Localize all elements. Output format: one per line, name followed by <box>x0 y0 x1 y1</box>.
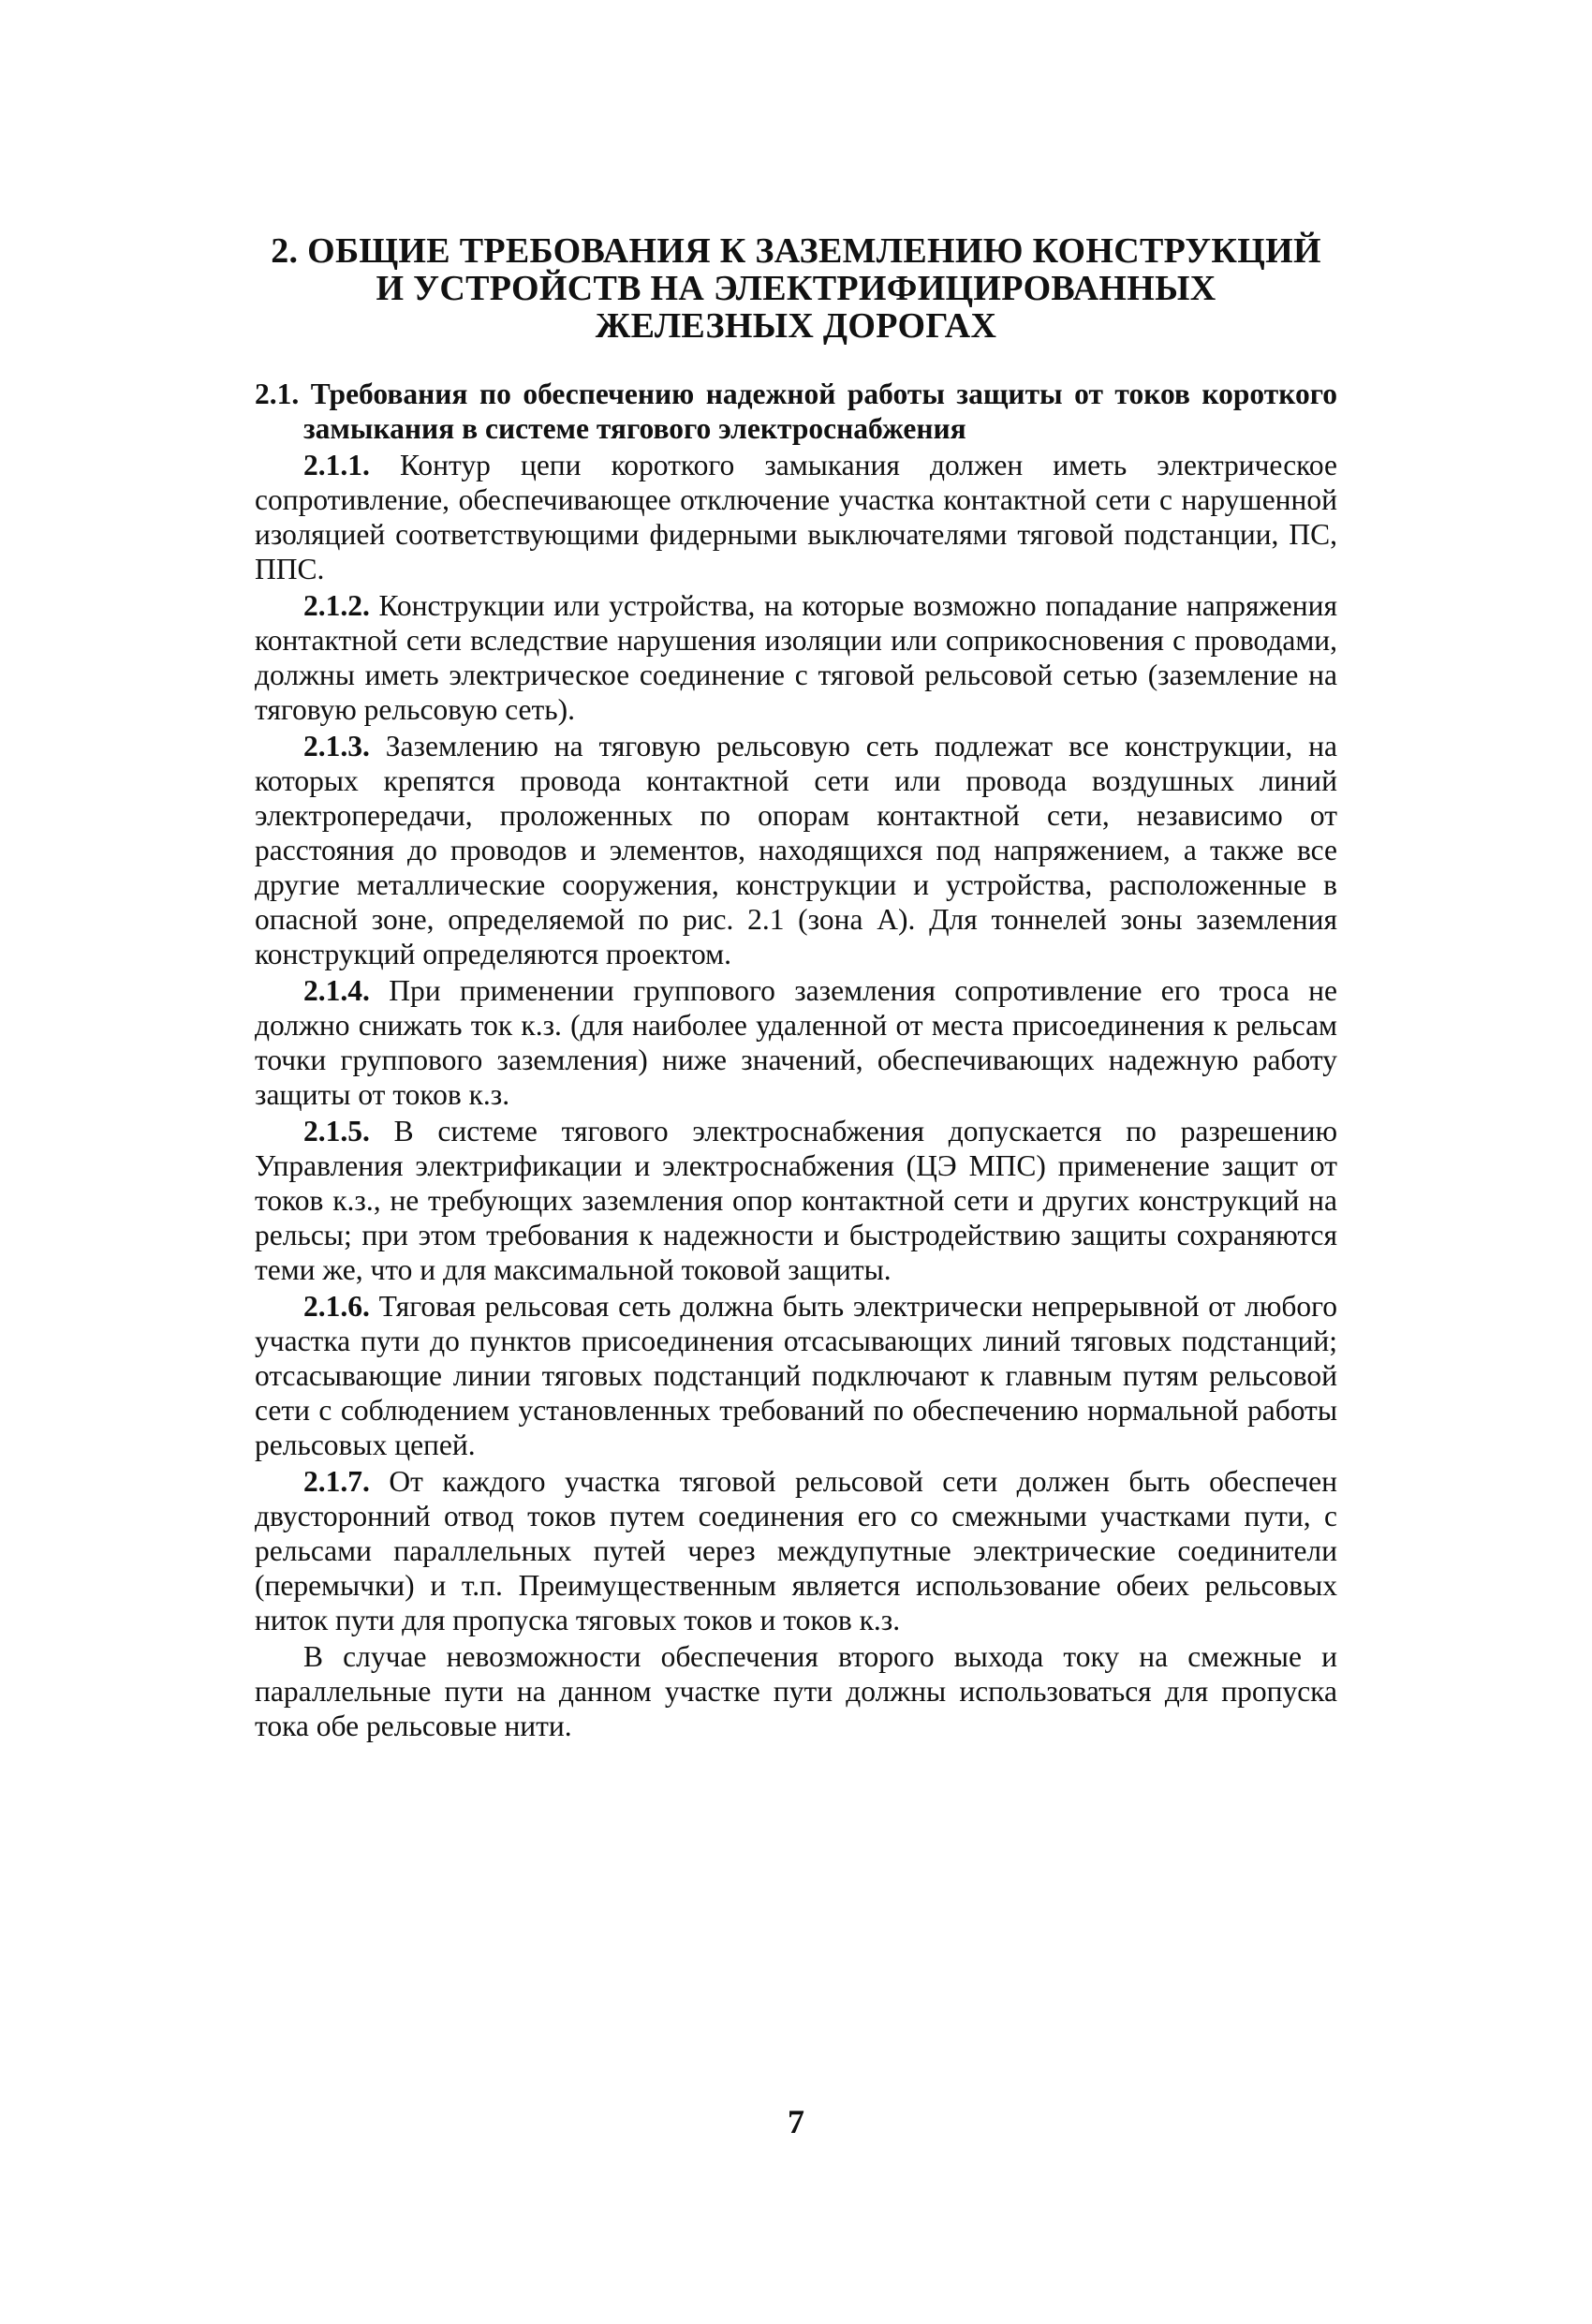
paragraph-text: От каждого участка тяговой рельсовой сети должен быть обеспечен двусторонний отвод токов путем соединения его со смежными участками пути, с рельсами параллельных путей через междупутные электрические соединители (перемычки) и т.п. Преимущественным является использование обеих рельсовых ниток пути для пропуска тяговых токов и токов к.з. <box>255 1465 1337 1636</box>
paragraph-text: В случае невозможности обеспечения второго выхода току на смежные и параллельные пути на данном участке пути должны использоваться для пропуска тока обе рельсовые нити. <box>255 1640 1337 1742</box>
paragraph-continuation <box>255 1639 1337 1743</box>
paragraph-2-1-6 <box>255 1289 1337 1462</box>
paragraph-text: Контур цепи короткого замыкания должен иметь электрическое сопротивление, обеспечивающее отключение участка контактной сети с нарушенной изоляцией соответствующими фидерными выключателями тяговой подстанции, ПС, ППС. <box>255 449 1338 585</box>
paragraph-text: Конструкции или устройства, на которые возможно попадание напряжения контактной сети вследствие нарушения изоляции или соприкосновения с проводами, должны иметь электрическое соединение с тяговой рельсовой сетью (заземление на тяговую рельсовую сеть). <box>255 589 1337 726</box>
section-heading-line-1: 2. ОБЩИЕ ТРЕБОВАНИЯ К ЗАЗЕМЛЕНИЮ КОНСТРУКЦИЙ <box>271 231 1321 271</box>
paragraph-number: 2.1.4. <box>303 974 370 1007</box>
section-heading <box>255 232 1337 345</box>
page-number: 7 <box>788 2103 804 2140</box>
paragraph-2-1-2 <box>255 588 1337 727</box>
paragraph-text: В системе тягового электроснабжения допускается по разрешению Управления электрификации и электроснабжения (ЦЭ МПС) применение защит от токов к.з., не требующих заземления опор контактной сети и других конструкций на рельсы; при этом требования к надежности и быстродействию защиты сохраняются теми же, что и для максимальной токовой защиты. <box>255 1115 1338 1286</box>
paragraph-text: Заземлению на тяговую рельсовую сеть подлежат все конструкции, на которых крепятся провода контактной сети или провода воздушных линий электропередачи, проложенных по опорам контактной сети, независимо от расстояния до проводов и элементов, находящихся под напряжением, а также все другие металлические сооружения, конструкции и устройства, расположенные в опасной зоне, определяемой по рис. 2.1 (зона А). Для тоннелей зоны заземления конструкций определяются проектом. <box>255 730 1338 970</box>
paragraph-number: 2.1.1. <box>303 449 370 481</box>
paragraph-2-1-4 <box>255 973 1337 1112</box>
paragraph-text: При применении группового заземления сопротивление его троса не должно снижать ток к.з. (для наиболее удаленной от места присоединения к рельсам точки группового заземления) ниже значений, обеспечивающих надежную работу защиты от токов к.з. <box>255 974 1338 1111</box>
paragraph-number: 2.1.3. <box>303 730 370 762</box>
paragraph-2-1-5 <box>255 1114 1337 1287</box>
section-heading-line-2: И УСТРОЙСТВ НА ЭЛЕКТРИФИЦИРОВАННЫХ <box>376 269 1216 308</box>
paragraph-number: 2.1.5. <box>303 1115 370 1147</box>
paragraph-text: Тяговая рельсовая сеть должна быть электрически непрерывной от любого участка пути до пунктов присоединения отсасывающих линий тяговых подстанций; отсасывающие линии тяговых подстанций подключают к главным путям рельсовой сети с соблюдением установленных требований по обеспечению нормальной работы рельсовых цепей. <box>255 1290 1338 1461</box>
paragraph-number: 2.1.7. <box>303 1465 370 1498</box>
paragraph-number: 2.1.6. <box>303 1290 370 1323</box>
paragraph-2-1-7 <box>255 1464 1337 1637</box>
section-heading-line-3: ЖЕЛЕЗНЫХ ДОРОГАХ <box>595 306 997 346</box>
document-page <box>255 232 1337 1743</box>
subsection-heading: 2.1. Требования по обеспечению надежной работы защиты от токов короткого замыкания в системе тягового электроснабжения <box>255 377 1337 445</box>
paragraph-2-1-1 <box>255 448 1337 586</box>
paragraph-number: 2.1.2. <box>303 589 370 622</box>
paragraph-2-1-3 <box>255 729 1337 971</box>
